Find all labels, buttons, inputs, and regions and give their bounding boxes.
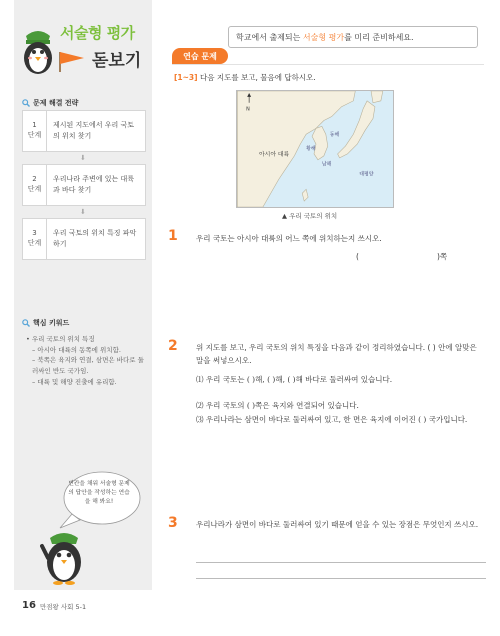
question-text: 위 지도를 보고, 우리 국토의 위치 특징을 다음과 같이 정리하였습니다. ( ) 안에 알맞은 말을 써넣으시오.	[196, 343, 477, 366]
strategy-step	[22, 218, 146, 260]
page-number: 16	[22, 600, 36, 611]
korea-location-map	[236, 90, 394, 208]
step-number: 2 단계	[23, 165, 47, 205]
east-sea-label: 동해	[329, 132, 340, 139]
strategy-step	[22, 164, 146, 206]
keyword-item: • 우리 국토의 위치 특징	[26, 335, 95, 343]
book-title: 만점왕 사회 5-1	[40, 603, 87, 611]
yellow-sea-label: 황해	[306, 145, 316, 152]
question-text: 우리나라가 삼면이 바다로 둘러싸여 있기 때문에 얻을 수 있는 장점은 무엇인지 쓰시오.	[196, 520, 479, 529]
practice-badge: 연습 문제	[172, 48, 228, 64]
down-arrow-icon: ⬇	[80, 208, 86, 216]
answer-blank[interactable]: ( )쪽	[356, 252, 448, 261]
answer-line[interactable]	[196, 562, 486, 563]
keyword-item: – 북쪽은 육지와 연결, 삼면은 바다로 둘러싸인 반도 국가임.	[32, 356, 144, 376]
question-number: 3	[168, 515, 178, 531]
step-text: 제시된 지도에서 우리 국토의 위치 찾기	[53, 120, 135, 140]
keyword-title: 핵심 키워드	[33, 319, 70, 327]
step-text: 우리 국토의 위치 특징 파악하기	[53, 228, 137, 248]
north-label: N	[246, 106, 250, 113]
map-caption: ▲ 우리 국토의 위치	[282, 212, 338, 220]
step-number: 3 단계	[23, 219, 47, 259]
sub-question: ⑵ 우리 국토의 ( )쪽은 육지와 연결되어 있습니다.	[196, 401, 359, 410]
step-text: 우리나라 주변에 있는 대륙과 바다 찾기	[53, 174, 135, 194]
keyword-item: – 아시아 대륙의 동쪽에 위치함.	[32, 345, 121, 354]
question-text: 우리 국토는 아시아 대륙의 어느 쪽에 위치하는지 쓰시오.	[196, 234, 382, 243]
sub-question: ⑴ 우리 국토는 ( )해, ( )해, ( )해 바다로 둘러싸여 있습니다.	[196, 375, 393, 384]
strategy-step	[22, 110, 146, 152]
instruction: [1~3] 다음 지도를 보고, 물음에 답하시오.	[174, 73, 316, 82]
magnifier-icon	[22, 319, 30, 327]
question-number: 1	[168, 228, 178, 244]
continent-label: 아시아 대륙	[258, 151, 290, 158]
step-number: 1 단계	[23, 111, 47, 151]
penguin-mascot-icon	[40, 528, 88, 586]
header-highlight: 서술형 평가	[302, 33, 345, 42]
header-text: 학교에서 출제되는 서술형 평가를 미리 준비하세요.	[236, 33, 414, 42]
south-sea-label: 남해	[321, 161, 332, 168]
flag-icon	[58, 50, 86, 72]
divider	[172, 64, 484, 65]
strategy-title: 문제 해결 전략	[33, 99, 79, 107]
pacific-label: 태평양	[359, 171, 374, 178]
logo-title: 서술형 평가	[60, 24, 135, 42]
magnifier-icon	[22, 99, 30, 107]
keyword-list	[26, 334, 144, 388]
logo-subtitle: 돋보기	[92, 51, 142, 71]
bubble-text: 빈칸을 채워 서술형 문제의 답안을 작성하는 연습을 해 봐요!	[68, 481, 130, 505]
answer-line[interactable]	[196, 578, 486, 579]
keyword-item: – 대륙 및 해양 진출에 유리함.	[32, 377, 117, 386]
strategy-heading	[22, 98, 78, 108]
keyword-heading	[22, 318, 69, 328]
down-arrow-icon: ⬇	[80, 154, 86, 162]
penguin-mascot-icon	[20, 28, 56, 76]
question-number: 2	[168, 338, 178, 354]
sub-question: ⑶ 우리나라는 삼면이 바다로 둘러싸여 있고, 한 면은 육지에 이어진 ( ) 국가입니다.	[196, 415, 468, 424]
